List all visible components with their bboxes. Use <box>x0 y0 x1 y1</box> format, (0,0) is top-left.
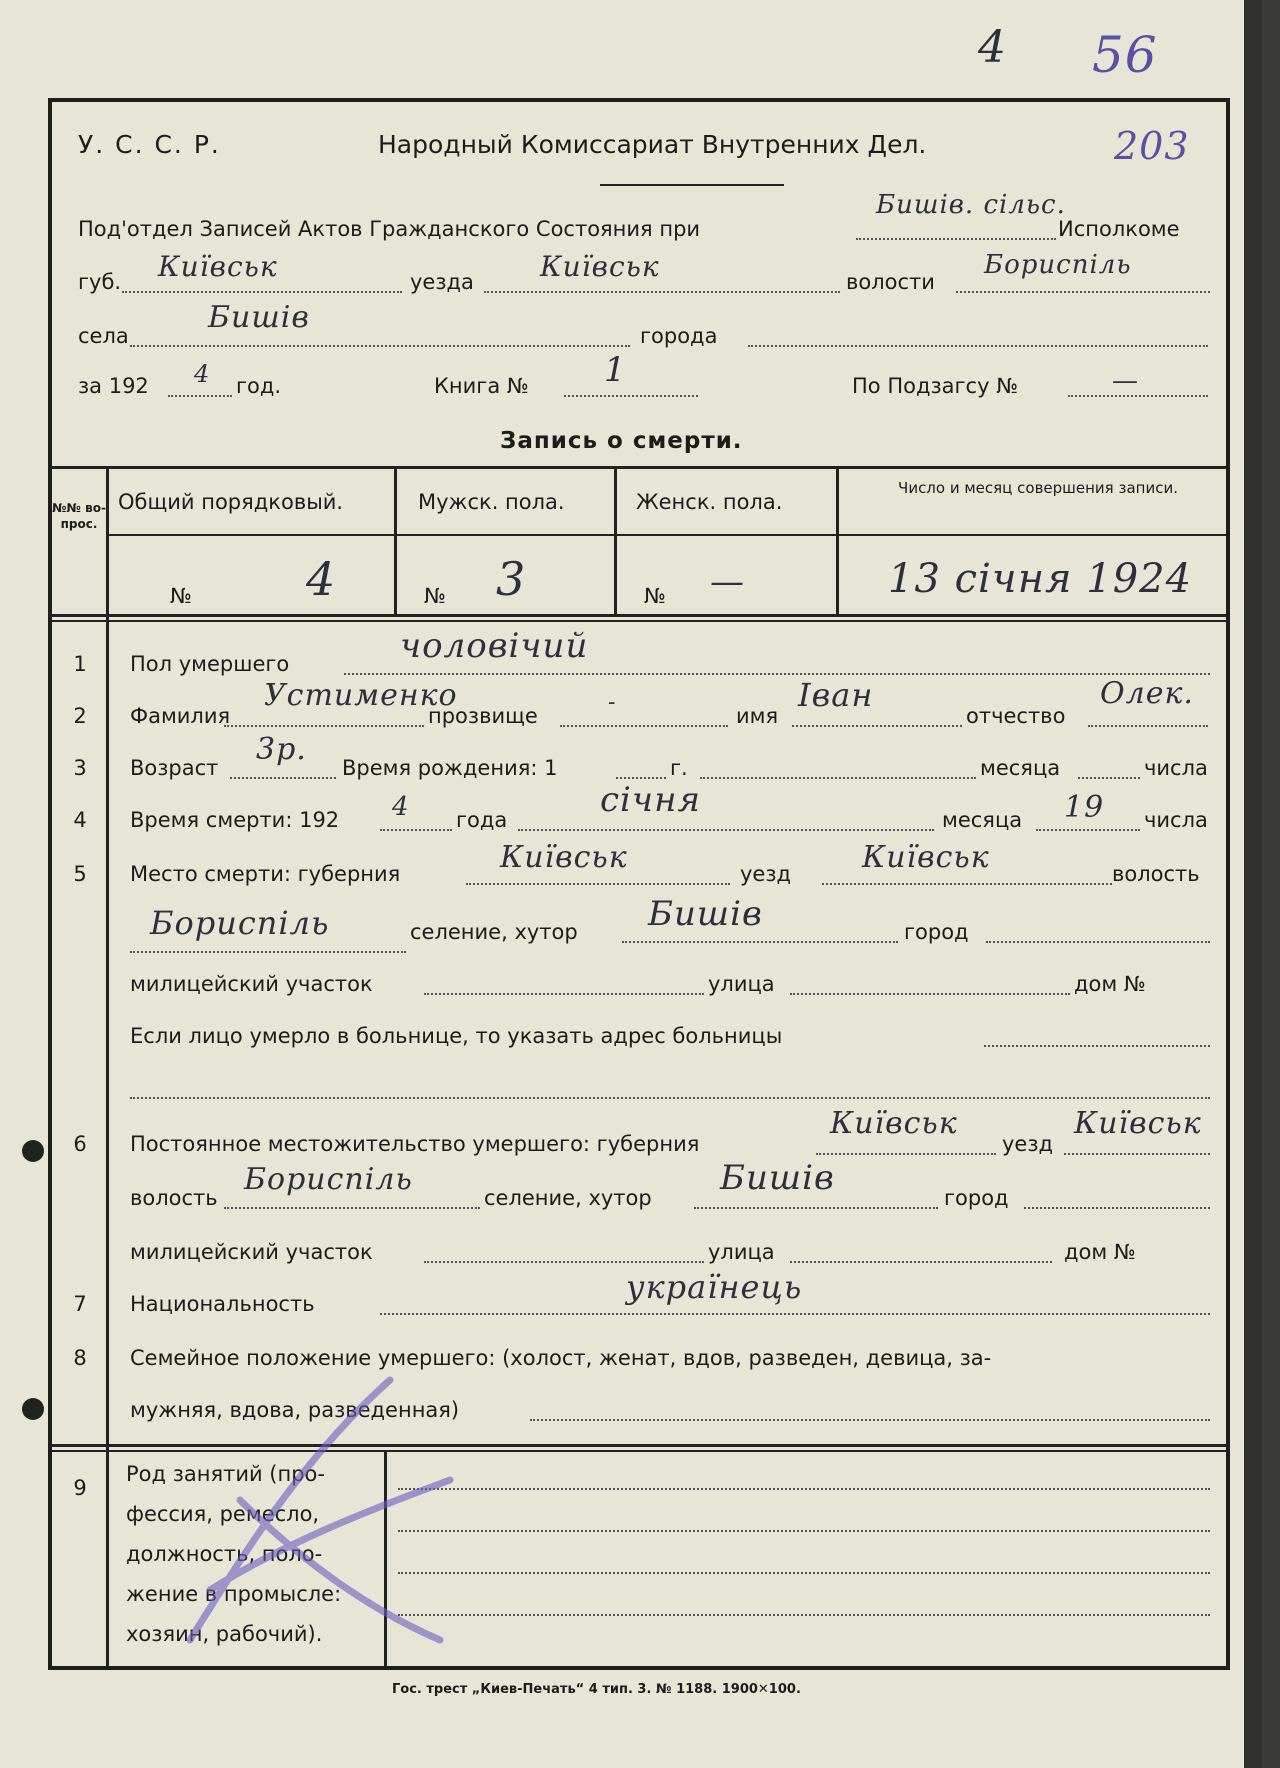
archive-sheet-mark: 56 <box>1092 26 1158 84</box>
dotted-line <box>1064 1153 1210 1155</box>
state-title: У. С. С. Р. <box>78 130 221 159</box>
volost-label: волости <box>846 270 935 294</box>
q5-guberniya: Київськ <box>500 840 628 875</box>
q3-birth-g: г. <box>670 756 688 780</box>
q3-birth-label: Время рождения: 1 <box>342 756 558 780</box>
dotted-line <box>224 1207 480 1209</box>
male-header: Мужск. пола. <box>418 490 565 514</box>
q9-line-2: фессия, ремесло, <box>126 1502 320 1526</box>
q9-line-5: хозяин, рабочий). <box>126 1622 323 1646</box>
q4-year: 4 <box>392 792 410 822</box>
printer-footer: Гос. трест „Киев-Печать“ 4 тип. 3. № 1188. 1900✕100. <box>392 1682 801 1697</box>
punch-hole <box>22 1398 44 1420</box>
dotted-line <box>986 941 1210 943</box>
dotted-line <box>956 291 1210 293</box>
date-header: Число и месяц совершения записи. <box>898 479 1178 497</box>
dotted-line <box>700 777 976 779</box>
table-rule <box>52 620 1226 622</box>
podzags-label: По Подзагсу № <box>852 374 1019 398</box>
q7-label: Национальность <box>130 1292 315 1316</box>
gorod-label: города <box>640 324 718 348</box>
dotted-line <box>130 1097 1210 1099</box>
form-number-mark: 203 <box>1114 124 1190 168</box>
q8-label: Семейное положение умершего: (холост, женат, вдов, разведен, девица, за- <box>130 1346 992 1370</box>
q4-month-label: месяца <box>942 808 1023 832</box>
q4-day-label: числа <box>1144 808 1208 832</box>
dotted-line <box>168 395 232 397</box>
table-rule <box>52 614 1226 617</box>
q6-uezd: Київськ <box>1074 1106 1202 1141</box>
q1-value: чоловічий <box>400 626 589 666</box>
uezd-label: уезда <box>410 270 474 294</box>
question-number: 9 <box>73 1476 87 1500</box>
q6-volost-label: волость <box>130 1186 218 1210</box>
female-no-value: — <box>710 562 745 602</box>
dotted-line <box>230 777 336 779</box>
dotted-line <box>1024 1207 1210 1209</box>
q6-house-label: дом № <box>1064 1240 1136 1264</box>
question-number: 6 <box>73 1132 87 1156</box>
q5-gorod-label: город <box>904 920 969 944</box>
hand-guberniya: Київськ <box>158 250 278 283</box>
dotted-line <box>564 395 698 397</box>
female-header: Женск. пола. <box>636 490 783 514</box>
q5-street-label: улица <box>708 972 775 996</box>
hand-uezd: Київськ <box>540 250 660 283</box>
gub-label: губ. <box>78 270 122 294</box>
q5-volost: Бориспіль <box>150 904 330 942</box>
q4-day: 19 <box>1064 790 1105 825</box>
selo-label: села <box>78 324 129 348</box>
male-no-mark: № <box>424 584 446 608</box>
dotted-line <box>530 1419 1210 1421</box>
hand-year: 4 <box>194 360 211 388</box>
dotted-line <box>130 951 406 953</box>
hand-selo: Бишів <box>208 300 310 335</box>
dotted-line <box>694 1207 938 1209</box>
column-rule <box>836 466 839 616</box>
female-no-mark: № <box>644 584 666 608</box>
q6-volost: Бориспіль <box>244 1162 413 1197</box>
dotted-line <box>622 941 898 943</box>
q6-selo-label: селение, хутор <box>484 1186 652 1210</box>
q3-age: 3р. <box>256 732 307 767</box>
question-number: 7 <box>73 1292 87 1316</box>
q2-name: Іван <box>798 676 874 714</box>
hand-volost: Бориспіль <box>984 250 1132 280</box>
q2-patronymic-label: отчество <box>966 704 1066 728</box>
column-rule <box>394 466 397 616</box>
book-label: Книга № <box>434 374 529 398</box>
qno-header: №№ во-прос. <box>52 501 106 531</box>
dotted-line <box>816 1153 996 1155</box>
dotted-line <box>224 725 424 727</box>
question-number: 4 <box>73 808 87 832</box>
general-no-header: Общий порядковый. <box>118 490 344 514</box>
table-rule <box>52 466 1226 469</box>
q3-month-label: месяца <box>980 756 1061 780</box>
dotted-line <box>792 725 962 727</box>
question-column-rule <box>106 466 109 1666</box>
dotted-line <box>380 829 452 831</box>
q5-militia-label: милицейский участок <box>130 972 373 996</box>
dotted-line <box>122 291 402 293</box>
dotted-line <box>984 1045 1210 1047</box>
q8-label-continued: мужняя, вдова, разведенная) <box>130 1398 460 1422</box>
dotted-line <box>822 883 1112 885</box>
q6-selo: Бишів <box>720 1158 835 1198</box>
general-no-value: 4 <box>306 552 337 606</box>
dotted-line <box>424 1261 704 1263</box>
q9-line-3: должность, поло- <box>126 1542 323 1566</box>
dotted-line <box>560 725 728 727</box>
dotted-line <box>344 673 1210 675</box>
q2-nickname-label: прозвище <box>428 704 538 728</box>
table-rule <box>108 534 1226 536</box>
q5-selo-label: селение, хутор <box>410 920 578 944</box>
dotted-line <box>466 883 730 885</box>
archive-page-mark: 4 <box>978 22 1007 73</box>
q2-surname: Устименко <box>264 678 458 713</box>
dotted-line <box>1088 725 1208 727</box>
q4-month: січня <box>600 780 701 820</box>
q7-value: українець <box>626 1268 803 1306</box>
dotted-line <box>748 345 1208 347</box>
record-title: Запись о смерти. <box>500 428 743 454</box>
dotted-line <box>616 777 666 779</box>
violet-strike-mark <box>150 1340 480 1670</box>
q6-uezd-label: уезд <box>1002 1132 1054 1156</box>
dotted-line <box>130 345 630 347</box>
dotted-line <box>380 1313 1210 1315</box>
q2-name-label: имя <box>736 704 779 728</box>
q6-gorod-label: город <box>944 1186 1009 1210</box>
q9-line-4: жение в промысле: <box>126 1582 342 1606</box>
q6-street-label: улица <box>708 1240 775 1264</box>
question-number: 5 <box>73 862 87 886</box>
column-rule <box>614 466 617 616</box>
dotted-line <box>398 1530 1210 1532</box>
question-number: 3 <box>73 756 87 780</box>
q5-volost-label: волость <box>1112 862 1200 886</box>
commissariat-title: Народный Комиссариат Внутренних Дел. <box>378 130 927 159</box>
page-edge <box>1244 0 1262 1768</box>
dotted-line <box>1036 829 1140 831</box>
hand-book: 1 <box>604 350 627 390</box>
dotted-line <box>1078 777 1140 779</box>
dotted-line <box>398 1488 1210 1490</box>
question-number: 1 <box>73 652 87 676</box>
dotted-line <box>790 1261 1052 1263</box>
hand-podzags: — <box>1112 366 1139 396</box>
q5-uezd: Київськ <box>862 840 990 875</box>
q2-patronymic: Олек. <box>1100 676 1194 711</box>
q4-year-label: года <box>456 808 508 832</box>
q2-surname-label: Фамилия <box>130 704 231 728</box>
q6-guberniya: Київськ <box>830 1106 958 1141</box>
q6-label: Постоянное местожительство умершего: губерния <box>130 1132 700 1156</box>
year-prefix: за 192 <box>78 374 149 398</box>
date-value: 13 січня 1924 <box>888 556 1193 602</box>
dotted-line <box>424 993 704 995</box>
q2-nickname: - <box>608 690 617 715</box>
dotted-line <box>398 1614 1210 1616</box>
q4-label: Время смерти: 192 <box>130 808 340 832</box>
q5-uezd-label: уезд <box>740 862 792 886</box>
q3-day-label: числа <box>1144 756 1208 780</box>
hand-executive: Бишів. сільс. <box>876 190 1066 220</box>
dotted-line <box>484 291 840 293</box>
subdept-label: Под'отдел Записей Актов Гражданского Состояния при <box>78 217 701 241</box>
dotted-line <box>518 829 934 831</box>
male-no-value: 3 <box>496 552 527 606</box>
dotted-line <box>790 993 1070 995</box>
general-no-mark: № <box>170 584 192 608</box>
q5-label: Место смерти: губерния <box>130 862 401 886</box>
q9-line-1: Род занятий (про- <box>126 1462 325 1486</box>
executive-label: Исполкоме <box>1058 217 1180 241</box>
q5-selo: Бишів <box>648 894 763 934</box>
punch-hole <box>22 1140 44 1162</box>
question-number: 2 <box>73 704 87 728</box>
title-rule <box>600 184 784 186</box>
year-suffix: год. <box>236 374 282 398</box>
q3-age-label: Возраст <box>130 756 219 780</box>
dotted-line <box>856 238 1056 240</box>
q1-label: Пол умершего <box>130 652 290 676</box>
q5-hospital-label: Если лицо умерло в больнице, то указать адрес больницы <box>130 1024 783 1048</box>
question-number: 8 <box>73 1346 87 1370</box>
q6-militia-label: милицейский участок <box>130 1240 373 1264</box>
dotted-line <box>398 1572 1210 1574</box>
q5-house-label: дом № <box>1074 972 1146 996</box>
